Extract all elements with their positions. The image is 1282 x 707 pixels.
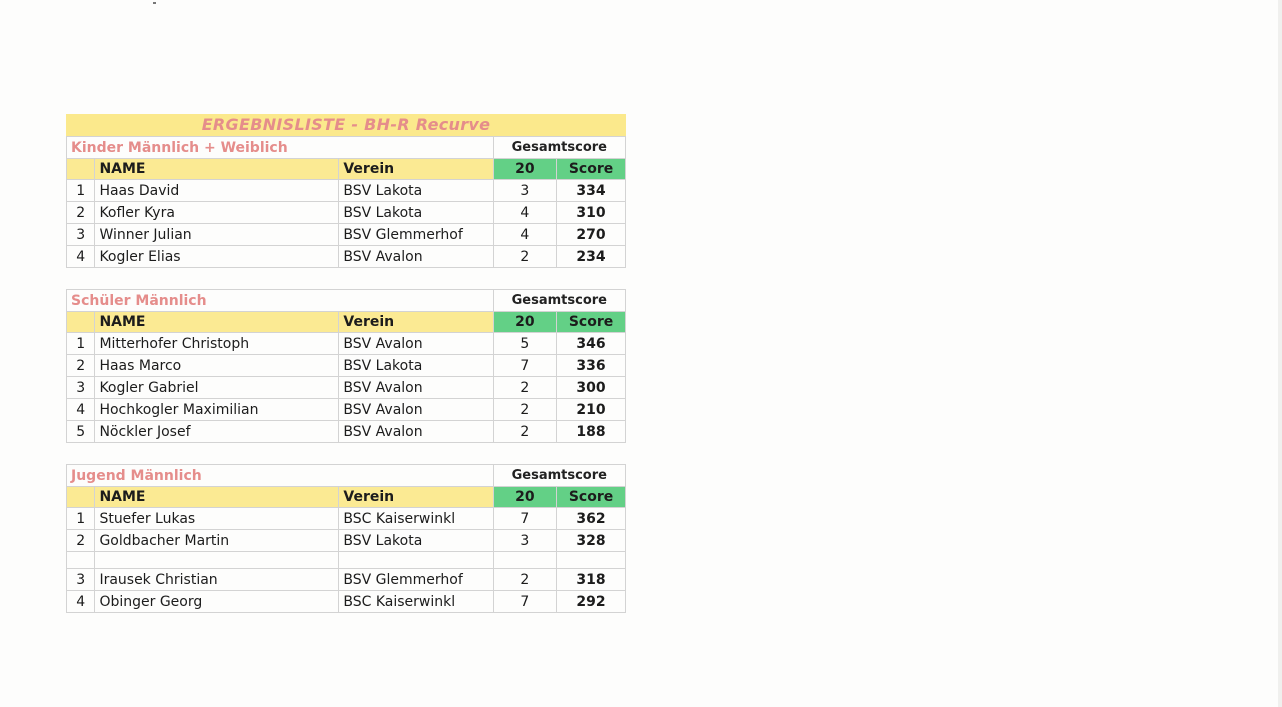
gesamtscore-header: Gesamtscore	[493, 465, 625, 487]
count-cell: 4	[493, 202, 556, 224]
table-row	[67, 399, 626, 421]
name-cell: Irausek Christian	[95, 569, 339, 591]
name-cell: Kofler Kyra	[95, 202, 339, 224]
rank-header	[67, 487, 95, 508]
score-cell: 210	[557, 399, 626, 421]
results-table	[66, 464, 626, 613]
count-header: 20	[493, 312, 556, 333]
club-cell: BSV Lakota	[339, 202, 493, 224]
rank-cell: 1	[67, 508, 95, 530]
club-cell: BSV Avalon	[339, 246, 493, 268]
table-row	[67, 569, 626, 591]
verein-header: Verein	[339, 312, 493, 333]
score-cell: 292	[557, 591, 626, 613]
count-cell: 7	[493, 355, 556, 377]
table-row	[67, 355, 626, 377]
gap-cell	[67, 552, 95, 569]
rank-cell: 3	[67, 569, 95, 591]
gesamtscore-header: Gesamtscore	[493, 290, 625, 312]
rank-cell: 4	[67, 591, 95, 613]
category-label: Jugend Männlich	[67, 465, 494, 487]
table-row	[67, 530, 626, 552]
rank-cell: 3	[67, 377, 95, 399]
results-table	[66, 289, 626, 443]
table-row	[67, 421, 626, 443]
table-row	[67, 246, 626, 268]
rank-cell: 1	[67, 333, 95, 355]
gesamtscore-header: Gesamtscore	[493, 137, 625, 159]
table-row	[67, 202, 626, 224]
gap-cell	[557, 552, 626, 569]
table-row	[67, 508, 626, 530]
club-cell: BSV Glemmerhof	[339, 224, 493, 246]
scan-edge	[1278, 0, 1282, 707]
gap-cell	[493, 552, 556, 569]
section-kinder	[66, 136, 626, 268]
count-cell: 2	[493, 246, 556, 268]
results-sheet	[66, 114, 626, 634]
verein-header: Verein	[339, 487, 493, 508]
score-cell: 188	[557, 421, 626, 443]
club-cell: BSV Glemmerhof	[339, 569, 493, 591]
count-cell: 4	[493, 224, 556, 246]
section-schueler	[66, 289, 626, 443]
name-cell: Goldbacher Martin	[95, 530, 339, 552]
club-cell: BSV Avalon	[339, 377, 493, 399]
rank-header	[67, 312, 95, 333]
results-title: ERGEBNISLISTE - BH-R Recurve	[66, 114, 626, 136]
name-cell: Nöckler Josef	[95, 421, 339, 443]
club-cell: BSV Avalon	[339, 421, 493, 443]
score-cell: 346	[557, 333, 626, 355]
club-cell: BSV Lakota	[339, 530, 493, 552]
name-cell: Kogler Gabriel	[95, 377, 339, 399]
table-row	[67, 180, 626, 202]
rank-cell: 1	[67, 180, 95, 202]
count-cell: 2	[493, 421, 556, 443]
club-cell: BSC Kaiserwinkl	[339, 591, 493, 613]
rank-header	[67, 159, 95, 180]
name-cell: Haas David	[95, 180, 339, 202]
table-row	[67, 591, 626, 613]
table-row	[67, 224, 626, 246]
club-cell: BSC Kaiserwinkl	[339, 508, 493, 530]
count-cell: 2	[493, 377, 556, 399]
rank-cell: 4	[67, 399, 95, 421]
rank-cell: 2	[67, 530, 95, 552]
rank-cell: 3	[67, 224, 95, 246]
name-cell: Obinger Georg	[95, 591, 339, 613]
count-header: 20	[493, 159, 556, 180]
score-cell: 310	[557, 202, 626, 224]
club-cell: BSV Lakota	[339, 180, 493, 202]
table-row	[67, 333, 626, 355]
rank-cell: 2	[67, 355, 95, 377]
club-cell: BSV Avalon	[339, 333, 493, 355]
category-label: Kinder Männlich + Weiblich	[67, 137, 494, 159]
verein-header: Verein	[339, 159, 493, 180]
name-cell: Haas Marco	[95, 355, 339, 377]
count-cell: 3	[493, 530, 556, 552]
name-header: NAME	[95, 159, 339, 180]
score-cell: 362	[557, 508, 626, 530]
name-cell: Stuefer Lukas	[95, 508, 339, 530]
rank-cell: 2	[67, 202, 95, 224]
name-header: NAME	[95, 312, 339, 333]
gap-cell	[339, 552, 493, 569]
name-cell: Mitterhofer Christoph	[95, 333, 339, 355]
club-cell: BSV Avalon	[339, 399, 493, 421]
score-cell: 318	[557, 569, 626, 591]
count-header: 20	[493, 487, 556, 508]
rank-cell: 4	[67, 246, 95, 268]
score-cell: 234	[557, 246, 626, 268]
name-cell: Kogler Elias	[95, 246, 339, 268]
count-cell: 2	[493, 399, 556, 421]
section-jugend	[66, 464, 626, 613]
category-label: Schüler Männlich	[67, 290, 494, 312]
club-cell: BSV Lakota	[339, 355, 493, 377]
score-cell: 328	[557, 530, 626, 552]
name-cell: Hochkogler Maximilian	[95, 399, 339, 421]
row-gap	[67, 552, 626, 569]
score-header: Score	[557, 487, 626, 508]
score-cell: 270	[557, 224, 626, 246]
name-cell: Winner Julian	[95, 224, 339, 246]
rank-cell: 5	[67, 421, 95, 443]
count-cell: 3	[493, 180, 556, 202]
score-header: Score	[557, 159, 626, 180]
count-cell: 7	[493, 508, 556, 530]
count-cell: 2	[493, 569, 556, 591]
table-row	[67, 377, 626, 399]
score-cell: 336	[557, 355, 626, 377]
results-table	[66, 136, 626, 268]
scan-speck	[153, 2, 156, 4]
count-cell: 5	[493, 333, 556, 355]
name-header: NAME	[95, 487, 339, 508]
score-cell: 334	[557, 180, 626, 202]
count-cell: 7	[493, 591, 556, 613]
score-cell: 300	[557, 377, 626, 399]
gap-cell	[95, 552, 339, 569]
score-header: Score	[557, 312, 626, 333]
